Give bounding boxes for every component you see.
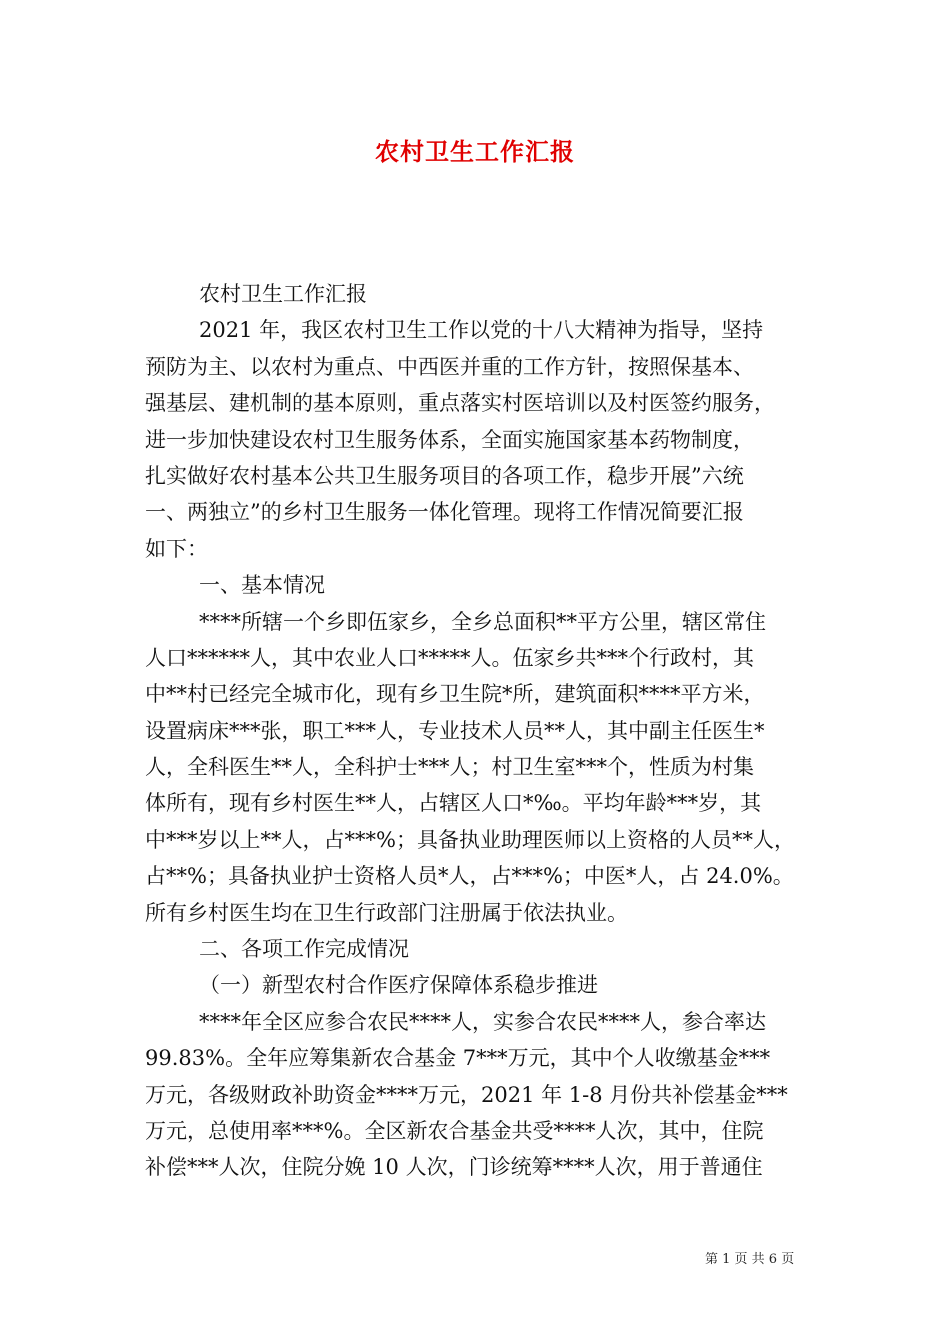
text-line: 万元，各级财政补助资金****万元，2021 年 1-8 月份共补偿基金***: [145, 1082, 788, 1107]
text-line: 如下：: [145, 536, 208, 561]
text-line: 进一步加快建设农村卫生服务体系，全面实施国家基本药物制度，: [145, 427, 754, 452]
text-line: （一）新型农村合作医疗保障体系稳步推进: [199, 973, 598, 998]
text-line: 一、两独立”的乡村卫生服务一体化管理。现将工作情况简要汇报: [145, 500, 744, 525]
text-line: 二、各项工作完成情况: [199, 937, 409, 962]
text-line: 中**村已经完全城市化，现有乡卫生院*所，建筑面积****平方米，: [145, 682, 765, 707]
text-line: ****所辖一个乡即伍家乡，全乡总面积**平方公里，辖区常住: [199, 609, 766, 634]
text-line: 占**%；具备执业护士资格人员*人，占***%；中医*人，占 24.0%。: [145, 864, 794, 889]
text-line: 99.83%。全年应筹集新农合基金 7***万元，其中个人收缴基金***: [145, 1046, 771, 1071]
text-line: 农村卫生工作汇报: [199, 282, 367, 306]
text-line: 所有乡村医生均在卫生行政部门注册属于依法执业。: [145, 900, 628, 925]
text-line: 人口******人，其中农业人口*****人。伍家乡共***个行政村，其: [145, 645, 754, 670]
text-line: 人，全科医生**人，全科护士***人；村卫生室***个，性质为村集: [145, 755, 754, 780]
text-line: ****年全区应参合农民****人，实参合农民****人，参合率达: [199, 1009, 766, 1034]
page-number: 第 1 页 共 6 页: [705, 1252, 795, 1267]
text-line: 中***岁以上**人，占***%；具备执业助理医师以上资格的人员**人，: [145, 827, 795, 852]
text-line: 强基层、建机制的基本原则，重点落实村医培训以及村医签约服务，: [145, 391, 775, 416]
text-line: 设置病床***张，职工***人，专业技术人员**人，其中副主任医生*: [145, 718, 765, 743]
text-line: 补偿***人次，住院分娩 10 人次，门诊统筹****人次，用于普通住: [145, 1155, 763, 1180]
text-line: 万元，总使用率***%。全区新农合基金共受****人次，其中，住院: [145, 1118, 764, 1143]
text-line: 预防为主、以农村为重点、中西医并重的工作方针，按照保基本、: [145, 354, 754, 379]
text-line: 2021 年，我区农村卫生工作以党的十八大精神为指导，坚持: [199, 318, 764, 343]
text-line: 体所有，现有乡村医生**人，占辖区人口*‰。平均年龄***岁，其: [145, 791, 762, 816]
document-body: [145, 276, 815, 1186]
text-line: 一、基本情况: [199, 573, 325, 598]
page-title: 农村卫生工作汇报: [375, 137, 575, 166]
text-line: 扎实做好农村基本公共卫生服务项目的各项工作，稳步开展”六统: [145, 463, 744, 488]
